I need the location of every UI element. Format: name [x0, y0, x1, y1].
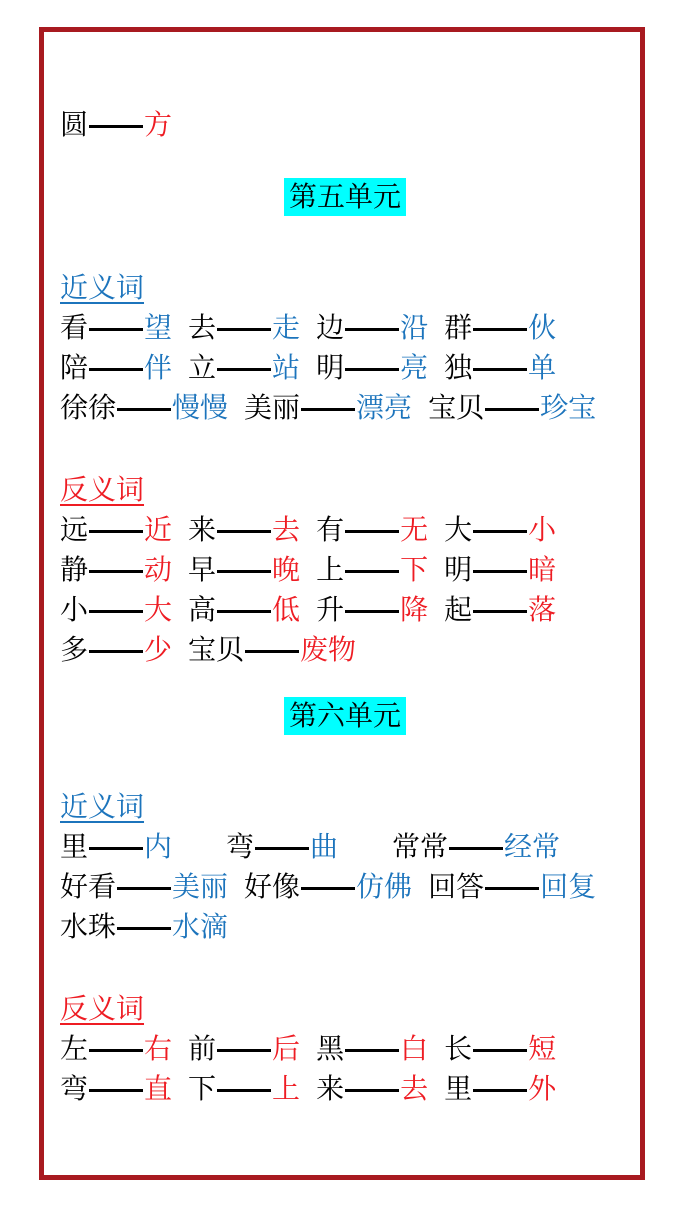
word-pair: [316, 590, 428, 630]
dash-line: [345, 570, 399, 573]
word-right: 去: [400, 1072, 429, 1105]
word-right: 落: [528, 593, 557, 626]
word-right: 小: [528, 513, 557, 546]
section-heading: 近义词: [60, 790, 145, 823]
word-left: 看: [60, 311, 89, 344]
word-pair-row: [60, 590, 630, 630]
section-antonym: [60, 947, 630, 1109]
word-left: 圆: [60, 108, 89, 141]
word-pair: [244, 867, 412, 907]
dash-line: [89, 1049, 143, 1052]
word-right: 废物: [300, 633, 357, 666]
word-left: 美丽: [244, 391, 301, 424]
word-right: 望: [144, 311, 173, 344]
word-pair: [444, 1069, 556, 1109]
word-right: 近: [144, 513, 173, 546]
word-left: 静: [60, 553, 89, 586]
word-pair: [316, 308, 428, 348]
unit-title-highlight: 第五单元: [284, 178, 406, 216]
word-left: 徐徐: [60, 391, 117, 424]
word-pair: [60, 510, 172, 550]
word-left: 独: [444, 351, 473, 384]
dash-line: [217, 1049, 271, 1052]
section-synonym: [60, 216, 630, 428]
word-pair-row: [60, 550, 630, 590]
dash-line: [217, 1089, 271, 1092]
word-left: 远: [60, 513, 89, 546]
word-left: 升: [316, 593, 345, 626]
dash-line: [117, 408, 171, 411]
dash-line: [345, 610, 399, 613]
intro-word-pair-row: [60, 105, 630, 145]
dash-line: [117, 927, 171, 930]
word-pair: [60, 348, 172, 388]
dash-line: [485, 408, 539, 411]
word-left: 回答: [428, 870, 485, 903]
word-pair: [60, 827, 210, 867]
dash-line: [485, 887, 539, 890]
word-right: 下: [400, 553, 429, 586]
word-left: 水珠: [60, 910, 117, 943]
dash-line: [217, 570, 271, 573]
word-left: 去: [188, 311, 217, 344]
dash-line: [89, 650, 143, 653]
word-pair: [60, 630, 172, 670]
dash-line: [473, 368, 527, 371]
word-right: 右: [144, 1032, 173, 1065]
dash-line: [473, 570, 527, 573]
dash-line: [217, 610, 271, 613]
word-left: 来: [316, 1072, 345, 1105]
word-pair: [60, 590, 172, 630]
section-heading: 近义词: [60, 271, 145, 304]
dash-line: [89, 125, 143, 128]
word-right: 经常: [504, 830, 561, 863]
word-right: 低: [272, 593, 301, 626]
word-pair: [444, 1029, 556, 1069]
word-right: 后: [272, 1032, 301, 1065]
word-pair: [226, 827, 376, 867]
word-right: 曲: [310, 830, 339, 863]
word-left: 陪: [60, 351, 89, 384]
word-pair: [444, 348, 556, 388]
word-pair: [60, 1069, 172, 1109]
dash-line: [473, 530, 527, 533]
dash-line: [89, 530, 143, 533]
word-right: 少: [144, 633, 173, 666]
word-right: 单: [528, 351, 557, 384]
dash-line: [345, 530, 399, 533]
word-left: 群: [444, 311, 473, 344]
dash-line: [345, 1089, 399, 1092]
word-pair: [428, 388, 596, 428]
word-right: 内: [144, 830, 173, 863]
word-left: 常常: [392, 830, 449, 863]
dash-line: [89, 847, 143, 850]
word-left: 前: [188, 1032, 217, 1065]
word-right: 沿: [400, 311, 429, 344]
word-pair: [60, 105, 172, 145]
word-left: 好看: [60, 870, 117, 903]
word-pair-row: [60, 630, 630, 670]
word-pair-row: [60, 907, 630, 947]
word-right: 外: [528, 1072, 557, 1105]
word-left: 宝贝: [188, 633, 245, 666]
word-right: 慢慢: [172, 391, 229, 424]
dash-line: [89, 610, 143, 613]
section-antonym: [60, 428, 630, 670]
word-pair-row: [60, 348, 630, 388]
word-left: 上: [316, 553, 345, 586]
word-right: 回复: [540, 870, 597, 903]
word-left: 大: [444, 513, 473, 546]
word-pair: [188, 510, 300, 550]
word-left: 有: [316, 513, 345, 546]
dash-line: [301, 408, 355, 411]
word-pair: [60, 308, 172, 348]
dash-line: [473, 610, 527, 613]
dash-line: [89, 328, 143, 331]
word-pair: [316, 1029, 428, 1069]
word-right: 晚: [272, 553, 301, 586]
word-pair-row: [60, 827, 630, 867]
word-right: 走: [272, 311, 301, 344]
word-right: 去: [272, 513, 301, 546]
unit-title: [60, 697, 630, 735]
word-left: 下: [188, 1072, 217, 1105]
word-pair: [60, 867, 228, 907]
section-heading: 反义词: [60, 473, 145, 506]
word-pair: [60, 907, 228, 947]
dash-line: [217, 368, 271, 371]
word-right: 动: [144, 553, 173, 586]
units-container: [60, 178, 630, 1109]
word-pair-row: [60, 510, 630, 550]
dash-line: [473, 328, 527, 331]
word-right: 伴: [144, 351, 173, 384]
word-right: 仿佛: [356, 870, 413, 903]
word-right: 漂亮: [356, 391, 413, 424]
unit-block: [60, 178, 630, 670]
word-right: 水滴: [172, 910, 229, 943]
word-left: 黑: [316, 1032, 345, 1065]
word-right: 方: [144, 108, 173, 141]
word-right: 白: [400, 1032, 429, 1065]
word-left: 明: [444, 553, 473, 586]
word-pair: [188, 590, 300, 630]
dash-line: [345, 328, 399, 331]
dash-line: [117, 887, 171, 890]
word-pair: [428, 867, 596, 907]
dash-line: [301, 887, 355, 890]
word-right: 上: [272, 1072, 301, 1105]
word-pair: [316, 348, 428, 388]
dash-line: [245, 650, 299, 653]
dash-line: [449, 847, 503, 850]
dash-line: [255, 847, 309, 850]
word-right: 直: [144, 1072, 173, 1105]
word-pair: [188, 348, 300, 388]
word-pair: [316, 550, 428, 590]
word-left: 好像: [244, 870, 301, 903]
word-right: 暗: [528, 553, 557, 586]
word-left: 里: [60, 830, 89, 863]
word-pair: [188, 630, 356, 670]
word-left: 起: [444, 593, 473, 626]
dash-line: [345, 368, 399, 371]
dash-line: [89, 570, 143, 573]
word-right: 短: [528, 1032, 557, 1065]
word-right: 伙: [528, 311, 557, 344]
dash-line: [473, 1049, 527, 1052]
word-right: 亮: [400, 351, 429, 384]
word-left: 弯: [60, 1072, 89, 1105]
word-pair: [188, 1069, 300, 1109]
word-pair: [444, 550, 556, 590]
unit-block: [60, 697, 630, 1109]
word-pair: [60, 550, 172, 590]
word-left: 小: [60, 593, 89, 626]
word-pair: [444, 308, 556, 348]
section-synonym: [60, 735, 630, 947]
word-left: 里: [444, 1072, 473, 1105]
word-pair: [60, 388, 228, 428]
word-left: 左: [60, 1032, 89, 1065]
word-left: 明: [316, 351, 345, 384]
word-left: 多: [60, 633, 89, 666]
word-left: 长: [444, 1032, 473, 1065]
unit-title-highlight: 第六单元: [284, 697, 406, 735]
word-pair: [188, 308, 300, 348]
section-heading: 反义词: [60, 992, 145, 1025]
unit-title: [60, 178, 630, 216]
word-left: 早: [188, 553, 217, 586]
dash-line: [217, 530, 271, 533]
word-left: 边: [316, 311, 345, 344]
dash-line: [217, 328, 271, 331]
word-left: 宝贝: [428, 391, 485, 424]
dash-line: [345, 1049, 399, 1052]
word-pair-row: [60, 308, 630, 348]
word-pair: [244, 388, 412, 428]
word-left: 来: [188, 513, 217, 546]
word-right: 美丽: [172, 870, 229, 903]
word-pair-row: [60, 867, 630, 907]
word-pair: [316, 510, 428, 550]
word-pair-row: [60, 1069, 630, 1109]
word-right: 无: [400, 513, 429, 546]
dash-line: [473, 1089, 527, 1092]
word-pair: [188, 550, 300, 590]
word-right: 降: [400, 593, 429, 626]
word-pair: [392, 827, 560, 867]
word-left: 弯: [226, 830, 255, 863]
word-pair-row: [60, 388, 630, 428]
word-pair: [444, 590, 556, 630]
dash-line: [89, 368, 143, 371]
word-pair-row: [60, 1029, 630, 1069]
word-left: 高: [188, 593, 217, 626]
word-pair: [444, 510, 556, 550]
dash-line: [89, 1089, 143, 1092]
word-right: 站: [272, 351, 301, 384]
word-right: 珍宝: [540, 391, 597, 424]
page-frame: [39, 27, 645, 1180]
word-right: 大: [144, 593, 173, 626]
word-left: 立: [188, 351, 217, 384]
word-pair: [316, 1069, 428, 1109]
word-pair: [188, 1029, 300, 1069]
word-pair: [60, 1029, 172, 1069]
